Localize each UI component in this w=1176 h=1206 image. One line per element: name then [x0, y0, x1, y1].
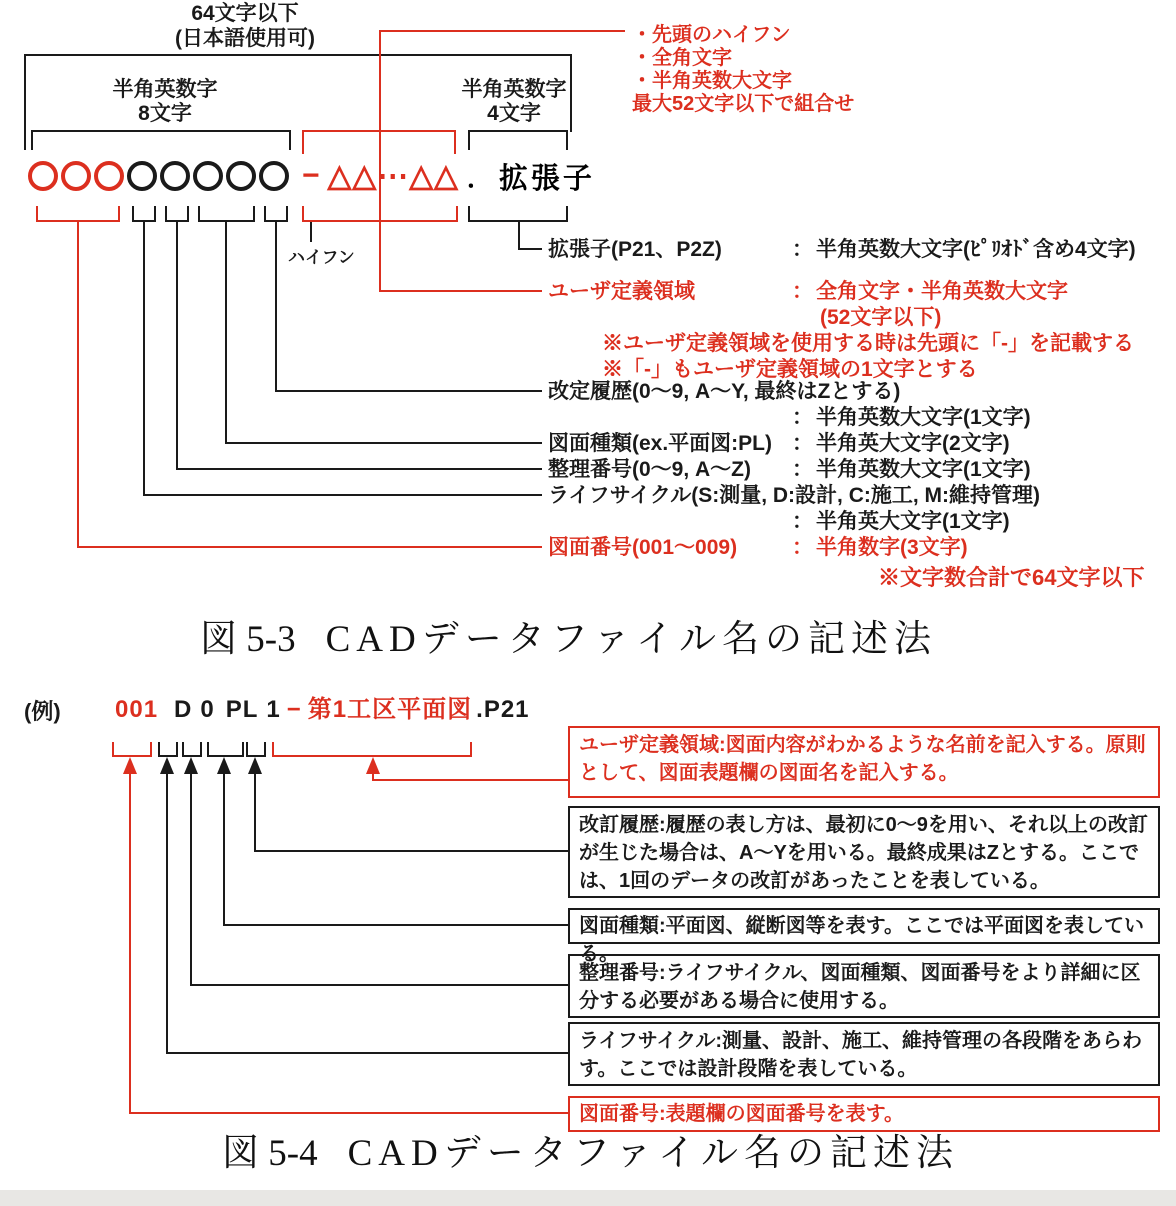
example-extension: .P21 [476, 696, 530, 723]
outer-bracket-left-tick [24, 54, 26, 150]
circle-lifecycle [127, 161, 157, 191]
ex-seq-connector-v [190, 772, 192, 986]
circle-sequence [160, 161, 190, 191]
fig53-caption [200, 608, 937, 662]
group4-label-line2: 4文字 [487, 102, 541, 125]
type-connector-v [225, 220, 227, 444]
ex-type-connector-h [223, 924, 568, 926]
user-row-desc2: (52文字以下) [820, 306, 942, 329]
period-symbol: ． [466, 162, 493, 193]
num-connector-v [77, 220, 79, 548]
user-note-2: ※「-」もユーザ定義領域の1文字とする [602, 358, 978, 381]
ex-rev-connector-v [254, 772, 256, 852]
ex-underbracket-type [207, 742, 244, 757]
life-row-colon: ： [792, 510, 813, 533]
seq-row-label: 整理番号(0〜9, A〜Z) [548, 458, 752, 481]
example-revision: 1 [266, 696, 281, 723]
fig54-caption-number: 図 5-4 [222, 1133, 318, 1174]
ex-underbracket-lifecycle [158, 742, 178, 757]
life-connector-h [143, 494, 542, 496]
num-connector-h [77, 546, 542, 548]
ext-connector-v [518, 220, 520, 250]
life-connector-v [143, 220, 145, 496]
user-note-1: ※ユーザ定義領域を使用する時は先頭に「-」を記載する [602, 332, 1134, 355]
rev-row-label: 改定履歴(0〜9, A〜Y, 最終はZとする) [548, 380, 901, 403]
warning-connector-horizontal [379, 30, 625, 32]
japanese-ok-label: (日本語使用可) [175, 27, 315, 50]
ex-type-connector-v [223, 772, 225, 926]
rev-connector-v [275, 220, 277, 392]
ex-user-connector-h [372, 779, 568, 781]
warning-line-4: 最大52文字以下で組合せ [632, 93, 855, 115]
user-row-label: ユーザ定義領域 [548, 280, 695, 303]
num-row-label: 図面番号(001〜009) [548, 536, 738, 559]
ext-row-colon: ： [792, 238, 813, 261]
ex-seq-connector-h [190, 984, 568, 986]
user-area-triangles: △△⋯△△ [327, 158, 459, 193]
circle-drawing-number-1 [28, 161, 58, 191]
ext-connector-h [518, 248, 542, 250]
underbracket-user-area [302, 206, 458, 222]
outer-bracket-top [24, 54, 572, 56]
ex-num-connector-h [129, 1112, 568, 1114]
seq-connector-h [176, 468, 542, 470]
box-sequence: 整理番号:ライフサイクル、図面種類、図面番号をより詳細に区分する必要がある場合に使用する。 [568, 954, 1160, 1018]
circle-drawing-number-2 [61, 161, 91, 191]
ex-underbracket-revision [246, 742, 266, 757]
rev-connector-h [275, 390, 542, 392]
example-lifecycle: D [174, 696, 193, 723]
ex-life-connector-h [166, 1052, 568, 1054]
example-user-area: 第1工区平面図 [307, 696, 473, 723]
hyphen-symbol: − [302, 159, 320, 192]
box-revision: 改訂履歴:履歴の表し方は、最初に0〜9を用い、それ以上の改訂が生じた場合は、A〜Yを用いる。最終成果はZとする。ここでは、1回のデータの改訂があったことを表している。 [568, 806, 1160, 898]
hyphen-tick [310, 222, 312, 242]
circle-revision [259, 161, 289, 191]
box-drawing-type: 図面種類:平面図、縦断図等を表す。ここでは平面図を表している。 [568, 908, 1160, 944]
hyphen-note-label: ハイフン [288, 248, 355, 267]
type-connector-h [225, 442, 542, 444]
ext-row-label: 拡張子(P21、P2Z) [548, 238, 722, 261]
group8-label-line1: 半角英数字 [112, 78, 218, 101]
limit64-label: 64文字以下 [191, 2, 299, 25]
warning-line-2: ・全角文字 [632, 47, 732, 69]
fig53-caption-number: 図 5-3 [200, 619, 296, 660]
user-row-desc: 全角文字・半角英数大文字 [816, 280, 1068, 303]
num-row-colon: ： [792, 536, 813, 559]
box-user-area: ユーザ定義領域:図面内容がわかるような名前を記入する。原則として、図面表題欄の図面名を記入する。 [568, 726, 1160, 798]
ex-underbracket-sequence [182, 742, 202, 757]
box-drawing-number: 図面番号:表題欄の図面番号を表す。 [568, 1096, 1160, 1132]
ex-underbracket-user-area [272, 742, 472, 757]
example-filename [115, 698, 530, 722]
warning-line-1: ・先頭のハイフン [632, 24, 791, 46]
example-hyphen: − [286, 696, 302, 723]
seq-row-colon: ： [792, 458, 813, 481]
type-row-label: 図面種類(ex.平面図:PL) [548, 432, 773, 455]
rev-row-desc: 半角英数大文字(1文字) [816, 406, 1031, 429]
circle-drawing-type-1 [193, 161, 223, 191]
example-tag: (例) [24, 699, 61, 724]
bracket-extension-top [468, 130, 568, 150]
seq-connector-v [176, 220, 178, 470]
seq-row-desc: 半角英数大文字(1文字) [816, 458, 1031, 481]
fig54-caption [222, 1122, 959, 1176]
page-bottom-edge [0, 1190, 1176, 1206]
life-row-label: ライフサイクル(S:測量, D:設計, C:施工, M:維持管理) [548, 484, 1041, 507]
fig54-caption-title: CADデータファイル名の記述法 [347, 1133, 959, 1174]
extension-symbol: 拡張子 [498, 162, 595, 195]
ex-num-connector-v [129, 772, 131, 1114]
user-connector-h [379, 290, 542, 292]
rev-row-colon: ： [792, 406, 813, 429]
type-row-desc: 半角英大文字(2文字) [816, 432, 1010, 455]
ext-row-desc: 半角英数大文字(ﾋﾟﾘｵﾄﾞ含め4文字) [816, 238, 1136, 261]
ex-life-connector-v [166, 772, 168, 1054]
ex-rev-connector-h [254, 850, 568, 852]
type-row-colon: ： [792, 432, 813, 455]
ex-underbracket-number [112, 742, 152, 757]
circle-drawing-type-2 [226, 161, 256, 191]
example-drawing-type: PL [225, 696, 259, 723]
total-chars-note: ※文字数合計で64文字以下 [878, 565, 1145, 590]
life-row-desc: 半角英大文字(1文字) [816, 510, 1010, 533]
filename-symbol-row [28, 158, 595, 194]
example-sequence: 0 [200, 696, 215, 723]
box-lifecycle: ライフサイクル:測量、設計、施工、維持管理の各段階をあらわす。ここでは設計段階を表している。 [568, 1022, 1160, 1086]
warning-line-3: ・半角英数大文字 [632, 70, 792, 92]
bracket-8chars [31, 130, 291, 150]
group8-label-line2: 8文字 [138, 102, 192, 125]
circle-drawing-number-3 [94, 161, 124, 191]
num-row-desc: 半角数字(3文字) [816, 536, 968, 559]
user-row-colon: ： [792, 280, 813, 303]
example-drawing-number: 001 [115, 696, 159, 723]
group4-label-line1: 半角英数字 [461, 78, 567, 101]
fig53-caption-title: CADデータファイル名の記述法 [325, 619, 937, 660]
